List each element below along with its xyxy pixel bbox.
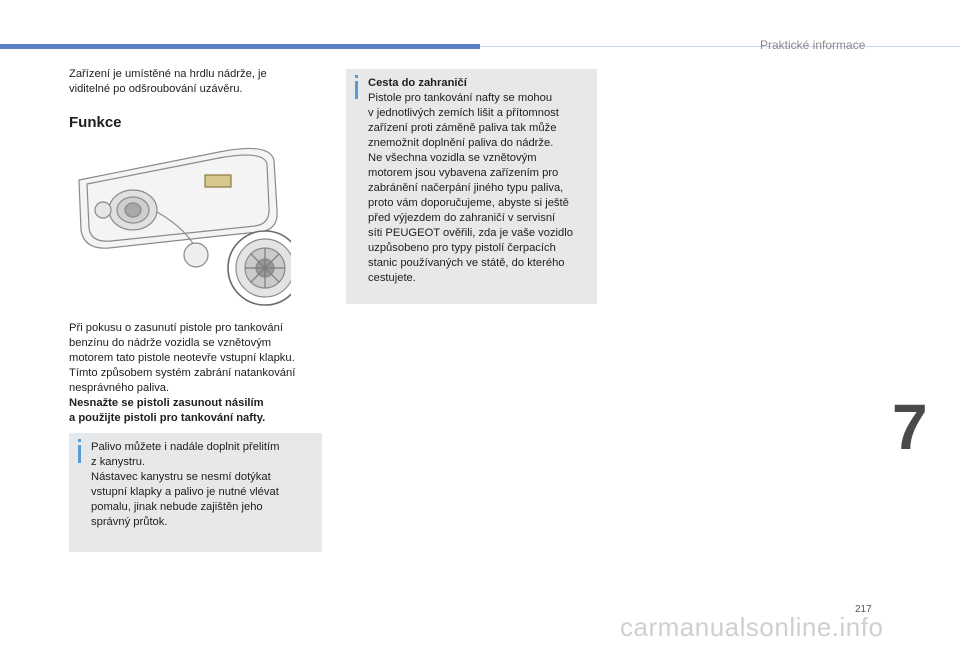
note-line: motorem jsou vybavena zařízením pro <box>368 167 559 179</box>
note-line: v jednotlivých zemích lišit a přítomnost <box>368 107 559 119</box>
note-line: zařízení proti záměně paliva tak může <box>368 122 557 134</box>
note-line: před výjezdem do zahraničí v servisní <box>368 212 556 224</box>
note-line: stanic používaných ve státě, do kterého <box>368 257 565 269</box>
note-line: Ne všechna vozidla se vznětovým <box>368 152 537 164</box>
note-line: síti PEUGEOT ověřili, zda je vaše vozidlo <box>368 227 573 239</box>
info-note-canister <box>69 433 322 552</box>
note-line: vstupní klapky a palivo je nutné vlévat <box>91 486 279 498</box>
note-line: proto vám doporučujeme, abyste si ještě <box>368 197 569 209</box>
page-number: 217 <box>855 604 872 615</box>
info-icon <box>355 81 358 99</box>
body-line: benzínu do nádrže vozidla se vznětovým <box>69 337 272 349</box>
header-rule <box>480 46 960 47</box>
info-note-abroad <box>346 69 597 304</box>
body-line: Při pokusu o zasunutí pistole pro tankování <box>69 322 283 334</box>
note-line: z kanystru. <box>91 456 146 468</box>
note-text <box>91 440 314 530</box>
note-line: správný průtok. <box>91 516 168 528</box>
note-line: znemožnit doplnění paliva do nádrže. <box>368 137 554 149</box>
section-heading: Funkce <box>69 114 122 131</box>
intro-text <box>69 67 319 97</box>
intro-line: Zařízení je umístěné na hrdlu nádrže, je <box>69 68 267 80</box>
body-line: nesprávného paliva. <box>69 382 170 394</box>
note-line: Palivo můžete i nadále doplnit přelitím <box>91 441 280 453</box>
note-text <box>368 76 589 286</box>
note-line: Nástavec kanystru se nesmí dotýkat <box>91 471 271 483</box>
body-text <box>69 321 324 426</box>
note-line: zabránění načerpání jiného typu paliva, <box>368 182 564 194</box>
section-title: Praktické informace <box>760 38 866 52</box>
note-title: Cesta do zahraničí <box>368 77 467 89</box>
info-icon <box>78 445 81 463</box>
note-line: cestujete. <box>368 272 416 284</box>
fuel-filler-illustration <box>69 140 291 308</box>
body-line: motorem tato pistole neotevře vstupní klapku. <box>69 352 295 364</box>
note-line: uzpůsobeno pro typy pistolí čerpacích <box>368 242 556 254</box>
note-line: Pistole pro tankování nafty se mohou <box>368 92 553 104</box>
watermark: carmanualsonline.info <box>620 612 884 642</box>
header-accent-bar <box>0 44 480 49</box>
intro-line: viditelné po odšroubování uzávěru. <box>69 83 243 95</box>
body-line: Tímto způsobem systém zabrání natankování <box>69 367 296 379</box>
warning-line: a použijte pistoli pro tankování nafty. <box>69 412 266 424</box>
warning-line: Nesnažte se pistoli zasunout násilím <box>69 397 264 409</box>
note-line: pomalu, jinak nebude zajištěn jeho <box>91 501 263 513</box>
chapter-number: 7 <box>892 391 928 463</box>
